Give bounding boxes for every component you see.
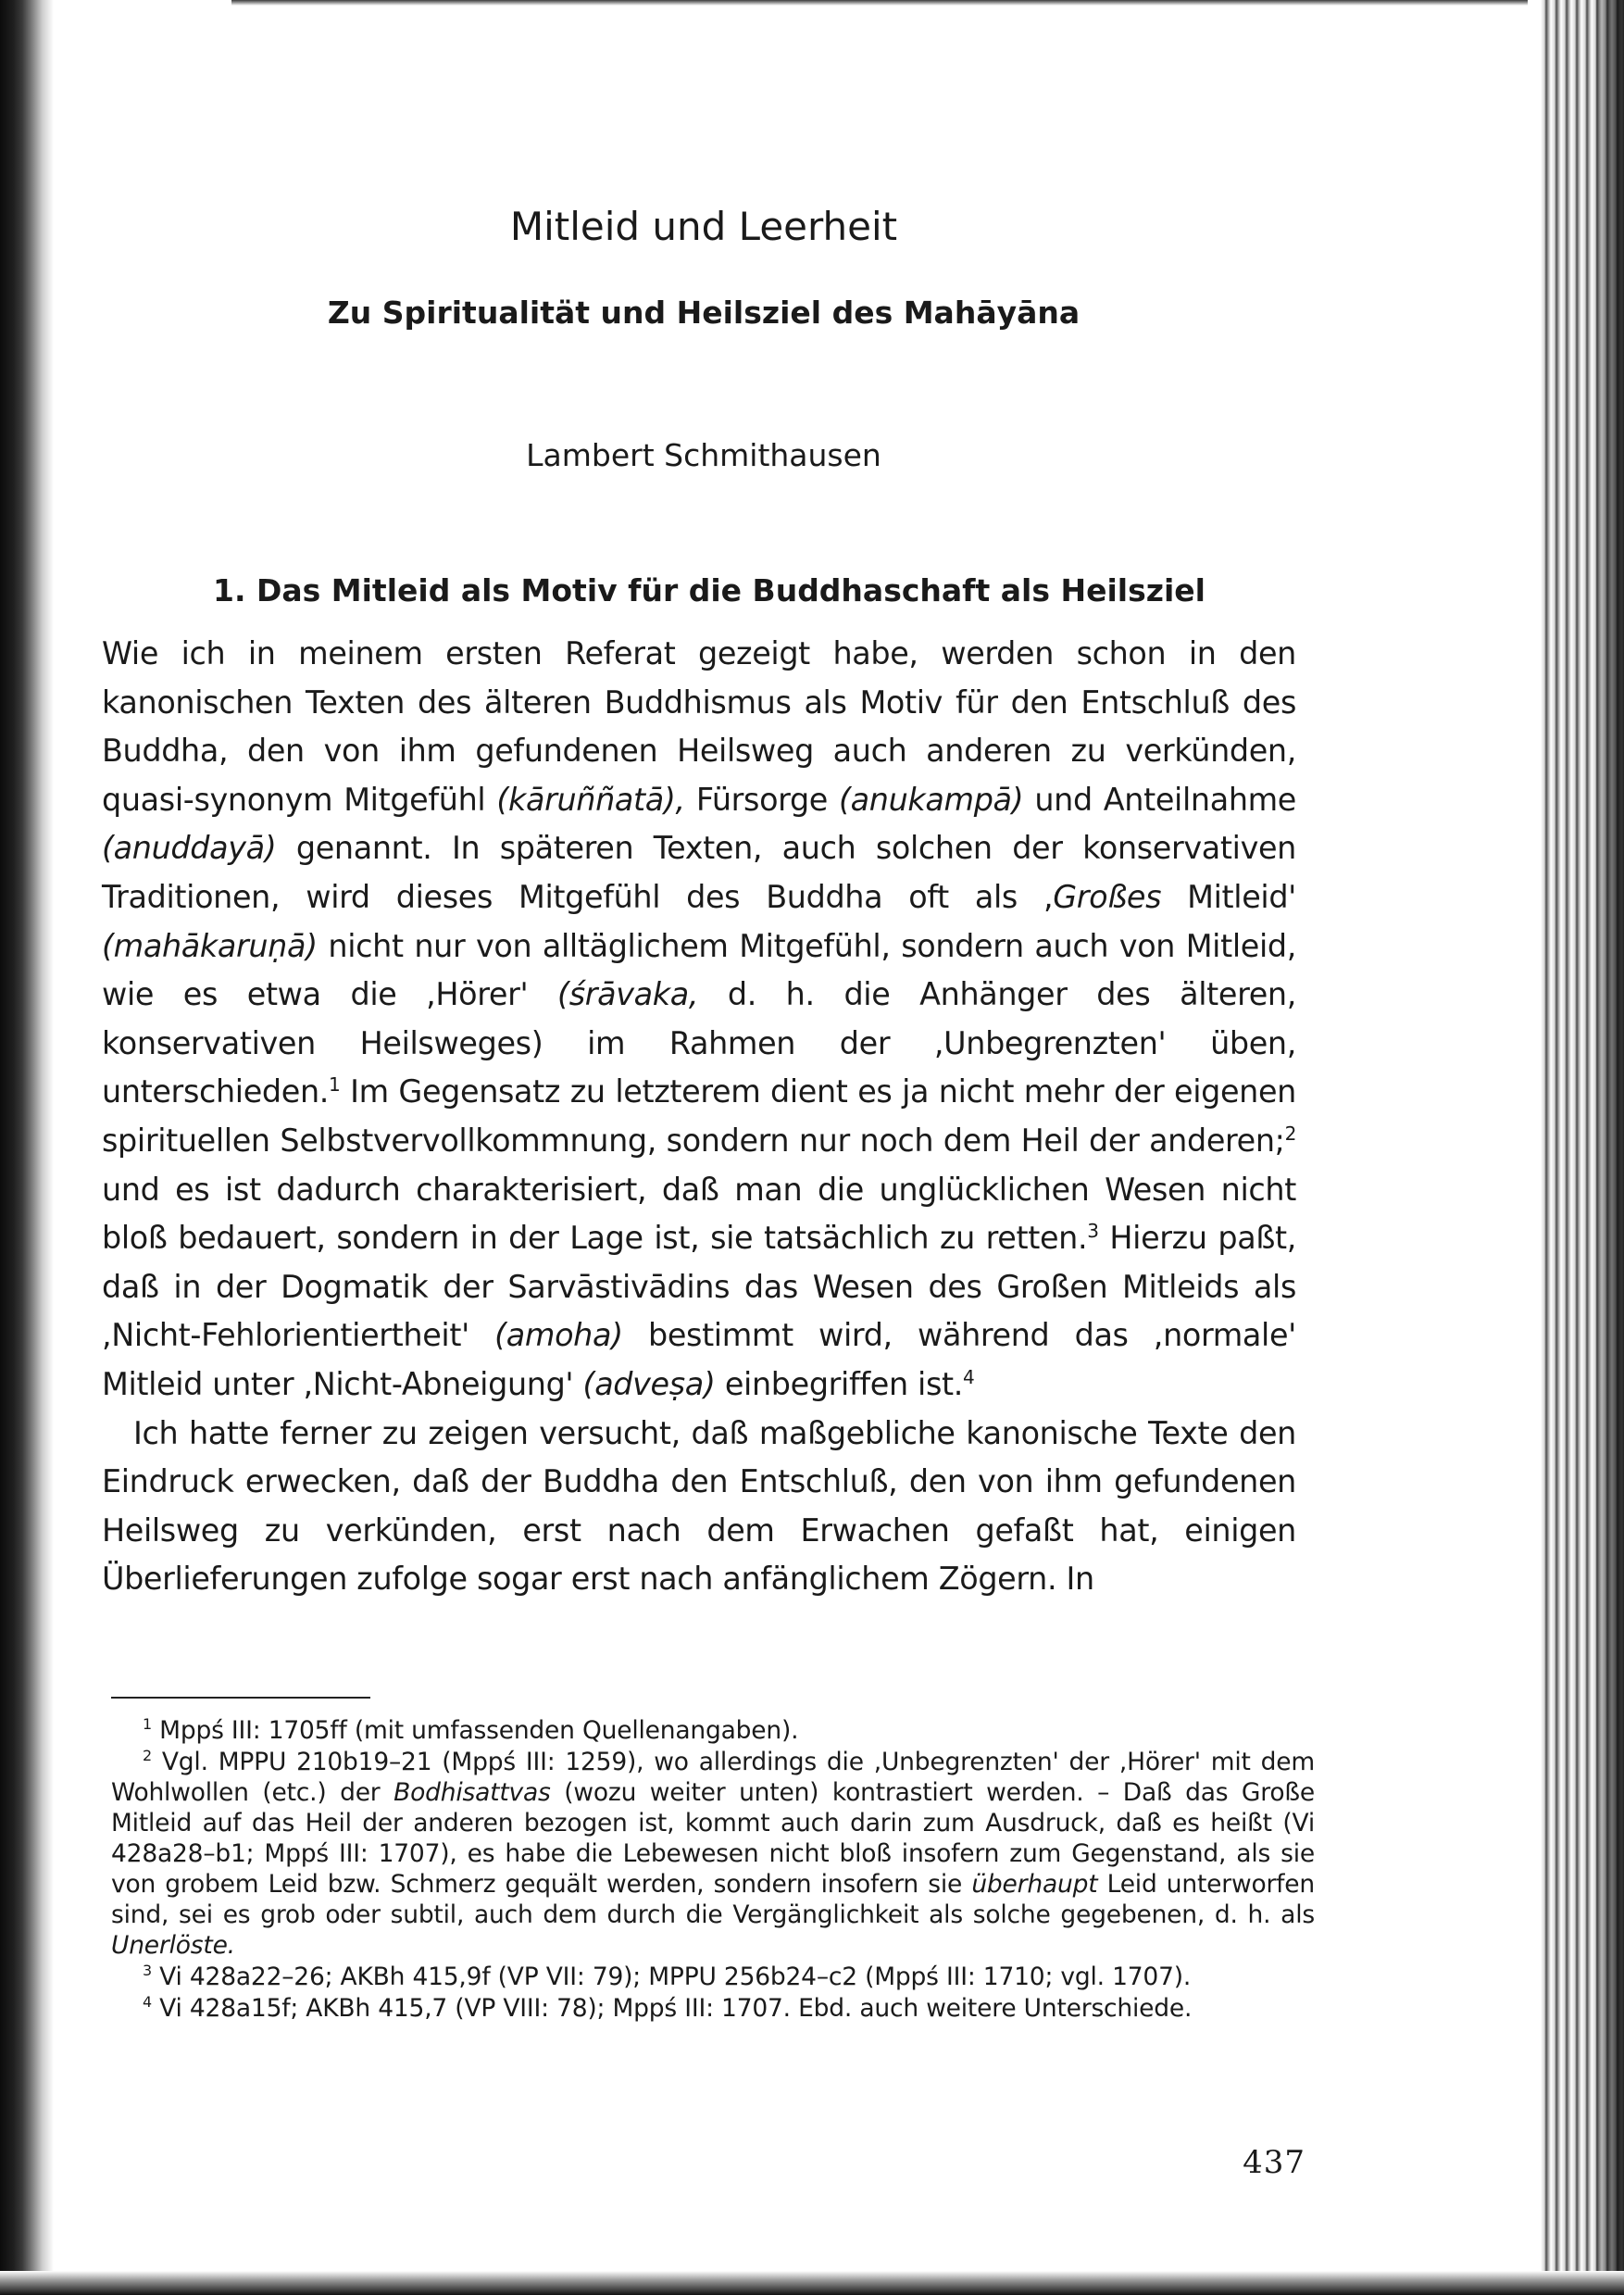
scan-edge-bottom <box>0 2271 1624 2295</box>
scan-edge-right-shadow <box>1596 0 1624 2295</box>
footnote-ref: 1 <box>329 1073 341 1097</box>
section-heading: 1. Das Mitleid als Motiv für die Buddhaschaft als Heilsziel <box>213 572 1206 608</box>
footnote-2: $^2$ Vgl. MPPU 210b19–21 (Mppś III: 1259), wo allerdings die ,Unbegrenzten' der ,Hörer' mit dem Wohlwollen (etc.) der Bodhisattvas (wozu weiter unten) kontrastiert werden. – Daß das Große Mitleid auf das Heil der anderen bezogen ist, kommt auch darin zum Ausdruck, daß es heißt (Vi 428a28–b1; Mppś III: 1707), es habe die Lebewesen nicht bloß insofern zum Gegenstand, als sie von grobem Leid bzw. Schmerz gequält werden, sondern insofern sie überhaupt Leid unterworfen sind, sei es grob oder subtil, auch dem durch die Vergänglichkeit als solche gegebenen, d. h. als Unerlöste. <box>111 1747 1315 1960</box>
footnote-ref: 3 <box>1087 1220 1099 1242</box>
body-text <box>102 630 1296 1604</box>
paragraph: Wie ich in meinem ersten Referat gezeigt habe, werden schon in den kanonischen Texten des älteren Buddhismus als Motiv für den Entschluß des Buddha, den von ihm gefundenen Heilsweg auch anderen zu verkünden, quasi-synonym Mitgefühl (kāruññatā), Fürsorge (anukampā) und Anteilnahme (anuddayā) genannt. In späteren Texten, auch solchen der konservativen Traditionen, wird dieses Mitgefühl des Buddha oft als ,Großes Mitleid' (mahākaruṇā) nicht nur von alltäglichem Mitgefühl, sondern auch von Mitleid, wie es etwa die ,Hörer' (śrāvaka, d. h. die Anhänger des älteren, konservativen Heilsweges) im Rahmen der ,Unbegrenzten' üben, unterschieden.$^1$ Im Gegensatz zu letzterem dient es ja nicht mehr der eigenen spirituellen Selbstvervollkommnung, sondern nur noch dem Heil der anderen;$^2$ und es ist dadurch charakterisiert, daß man die unglücklichen Wesen nicht bloß bedauert, sondern in der Lage ist, sie tatsächlich zu retten.$^3$ Hierzu paßt, daß in der Dogmatik der Sarvāstivādins das Wesen des Großen Mitleids als ,Nicht-Fehlorientiertheit' (amoha) bestimmt wird, während das ,normale' Mitleid unter ,Nicht-Abneigung' (adveṣa) einbegriffen ist.$^4$ <box>102 635 1297 1402</box>
paragraph: Ich hatte ferner zu zeigen versucht, daß maßgebliche kanonische Texte den Eindruck erwecken, daß der Buddha den Entschluß, den von ihm gefundenen Heilsweg zu verkünden, erst nach dem Erwachen gefaßt hat, einigen Überlieferungen zufolge sogar erst nach anfänglichem Zögern. In <box>102 1414 1296 1598</box>
footnote-1: $^1$ Mppś III: 1705ff (mit umfassenden Quellenangaben). <box>143 1715 799 1745</box>
chapter-subtitle: Zu Spiritualität und Heilsziel des Mahāyāna <box>327 295 1081 331</box>
scan-edge-left <box>0 0 54 2295</box>
footnote-4: $^4$ Vi 428a15f; AKBh 415,7 (VP VIII: 78); Mppś III: 1707. Ebd. auch weitere Unterschiede. <box>143 1993 1193 2023</box>
author-name: Lambert Schmithausen <box>526 437 881 473</box>
scan-edge-top <box>231 0 1528 6</box>
footnote-divider <box>111 1697 370 1699</box>
page-number: 437 <box>1243 2144 1305 2181</box>
footnote-ref: 2 <box>1284 1122 1296 1145</box>
footnote-ref: 4 <box>963 1365 975 1388</box>
chapter-title: Mitleid und Leerheit <box>509 204 898 249</box>
footnotes <box>111 1715 1315 2024</box>
footnote-3: $^3$ Vi 428a22–26; AKBh 415,9f (VP VII: 79); MPPU 256b24–c2 (Mppś III: 1710; vgl. 1707). <box>143 1962 1192 1991</box>
